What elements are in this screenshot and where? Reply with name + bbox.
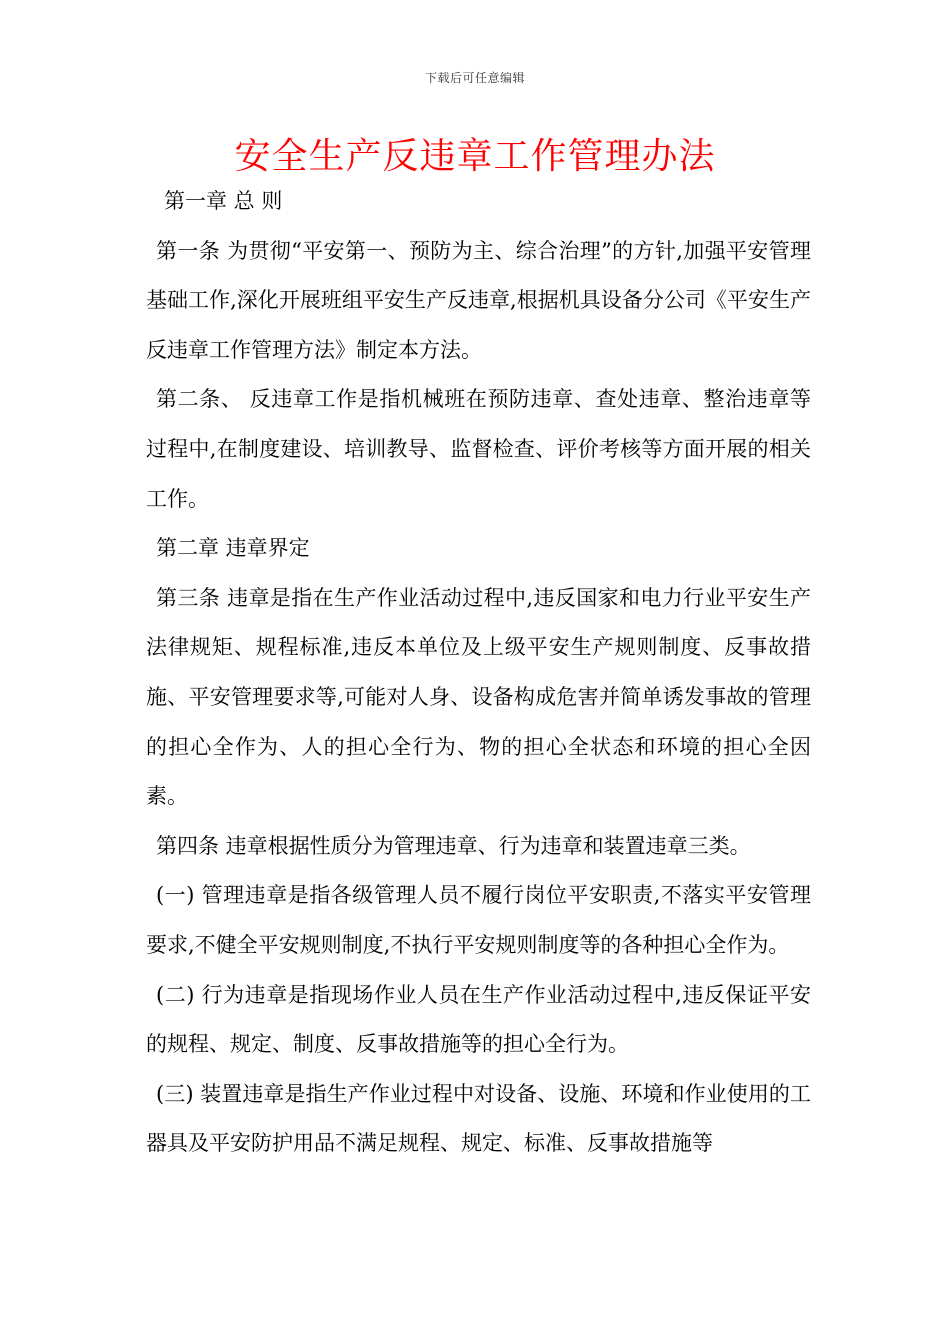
download-note: 下载后可任意编辑 <box>424 71 525 85</box>
clause-paragraph: (三) 装置违章是指生产作业过程中对设备、设施、环境和作业使用的工器具及平安防护用品不满足规程、规定、标准、反事故措施等 <box>146 1081 811 1156</box>
document-title: 安全生产反违章工作管理办法 <box>234 136 716 177</box>
document-body <box>146 177 811 1169</box>
article-paragraph: 第三条 违章是指在生产作业活动过程中,违反国家和电力行业平安生产法律规矩、规程标准,违反本单位及上级平安生产规则制度、反事故措施、平安管理要求等,可能对人身、设备构成危害并简单诱发事故的管理的担心全作为、人的担心全行为、物的担心全状态和环境的担心全因素。 <box>146 585 811 809</box>
article-paragraph: 第四条 违章根据性质分为管理违章、行为违章和装置违章三类。 <box>156 833 751 858</box>
chapter-heading: 第一章 总 则 <box>164 189 283 213</box>
chapter-heading: 第二章 违章界定 <box>156 536 310 561</box>
article-paragraph: 第二条、 反违章工作是指机械班在预防违章、查处违章、整治违章等过程中,在制度建设、培训教导、监督检查、评价考核等方面开展的相关工作。 <box>146 387 811 511</box>
clause-paragraph: (一) 管理违章是指各级管理人员不履行岗位平安职责,不落实平安管理要求,不健全平安规则制度,不执行平安规则制度等的各种担心全作为。 <box>146 883 811 957</box>
article-paragraph: 第一条 为贯彻“平安第一、预防为主、综合治理”的方针,加强平安管理基础工作,深化开展班组平安生产反违章,根据机具设备分公司《平安生产反违章工作管理方法》制定本方法。 <box>146 238 811 362</box>
clause-paragraph: (二) 行为违章是指现场作业人员在生产作业活动过程中,违反保证平安的规程、规定、制度、反事故措施等的担心全行为。 <box>146 982 811 1057</box>
